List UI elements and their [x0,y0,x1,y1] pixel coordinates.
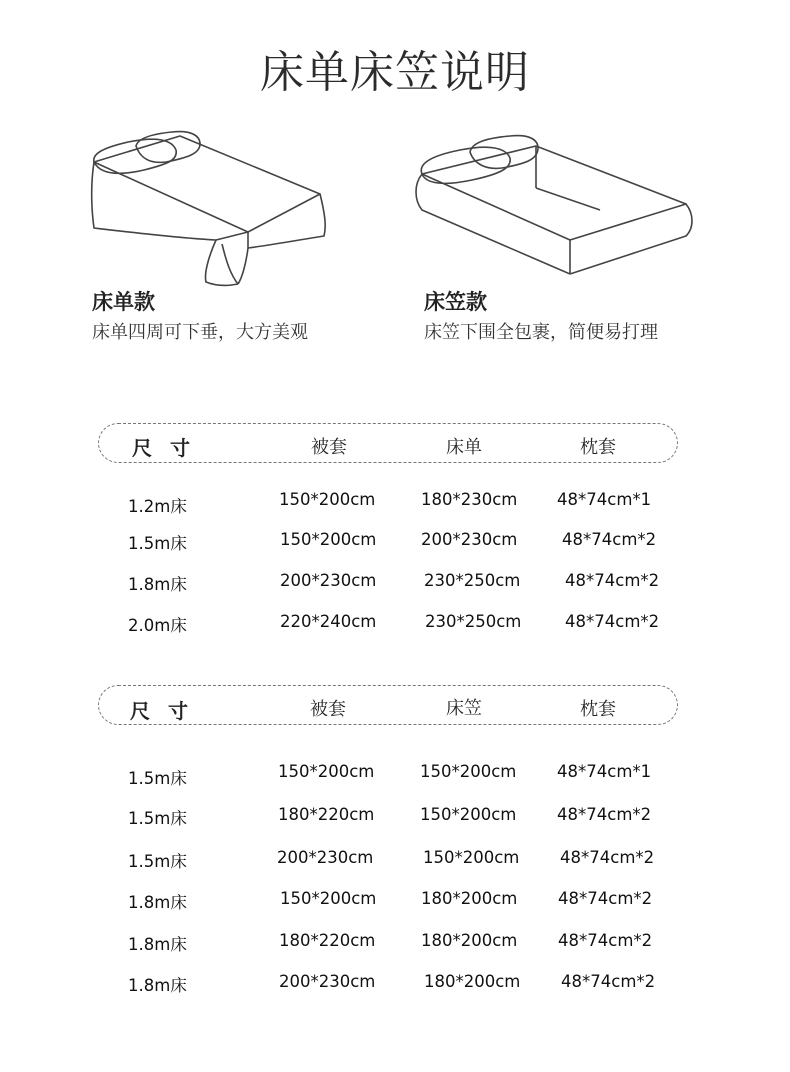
table-cell: 150*200cm [280,530,377,549]
table-cell: 200*230cm [279,972,376,991]
table-cell: 150*200cm [279,490,376,509]
table-cell: 48*74cm*2 [558,931,653,950]
table-cell: 48*74cm*2 [565,571,660,590]
table-cell: 1.2m床 [128,497,187,516]
flat-sheet-style-description: 床单四周可下垂，大方美观 [92,322,308,343]
table-2-header-pillowcase: 枕套 [580,699,616,720]
table-1-header-duvet: 被套 [311,437,347,458]
table-cell: 48*74cm*1 [557,490,652,509]
table-cell: 48*74cm*2 [561,972,656,991]
table-cell: 180*230cm [421,490,518,509]
flat-sheet-style-name: 床单款 [92,290,155,314]
table-cell: 180*200cm [424,972,521,991]
table-1-header-size: 尺寸 [132,436,208,460]
table-cell: 1.8m床 [128,935,187,954]
table-cell: 48*74cm*2 [565,612,660,631]
flat-sheet-bed-icon [88,128,338,293]
table-cell: 150*200cm [420,762,517,781]
table-cell: 200*230cm [421,530,518,549]
table-cell: 1.8m床 [128,575,187,594]
table-cell: 2.0m床 [128,616,187,635]
table-cell: 150*200cm [280,889,377,908]
table-cell: 1.8m床 [128,893,187,912]
table-cell: 48*74cm*2 [562,530,657,549]
table-cell: 48*74cm*2 [558,889,653,908]
page-title: 床单床笠说明 [260,47,530,98]
table-cell: 150*200cm [278,762,375,781]
table-cell: 1.5m床 [128,852,187,871]
table-cell: 200*230cm [277,848,374,867]
table-1-header-sheet: 床单 [446,437,482,458]
table-cell: 180*220cm [278,805,375,824]
table-2-header-duvet: 被套 [310,699,346,720]
table-cell: 48*74cm*1 [557,762,652,781]
table-cell: 1.5m床 [128,809,187,828]
table-cell: 200*230cm [280,571,377,590]
table-2-header-fitted-sheet: 床笠 [446,698,482,719]
table-cell: 48*74cm*2 [560,848,655,867]
table-1-header-pillowcase: 枕套 [580,437,616,458]
fitted-sheet-style-description: 床笠下围全包裹，简便易打理 [424,322,658,343]
fitted-sheet-style-name: 床笠款 [424,290,487,314]
fitted-sheet-bed-icon [410,128,695,278]
table-cell: 230*250cm [424,571,521,590]
table-cell: 1.8m床 [128,976,187,995]
table-2-header-size: 尺寸 [130,699,206,723]
table-cell: 180*200cm [421,889,518,908]
table-cell: 180*200cm [421,931,518,950]
table-cell: 230*250cm [425,612,522,631]
table-cell: 150*200cm [420,805,517,824]
table-cell: 1.5m床 [128,769,187,788]
table-cell: 150*200cm [423,848,520,867]
table-cell: 48*74cm*2 [557,805,652,824]
table-cell: 180*220cm [279,931,376,950]
table-cell: 1.5m床 [128,534,187,553]
table-cell: 220*240cm [280,612,377,631]
